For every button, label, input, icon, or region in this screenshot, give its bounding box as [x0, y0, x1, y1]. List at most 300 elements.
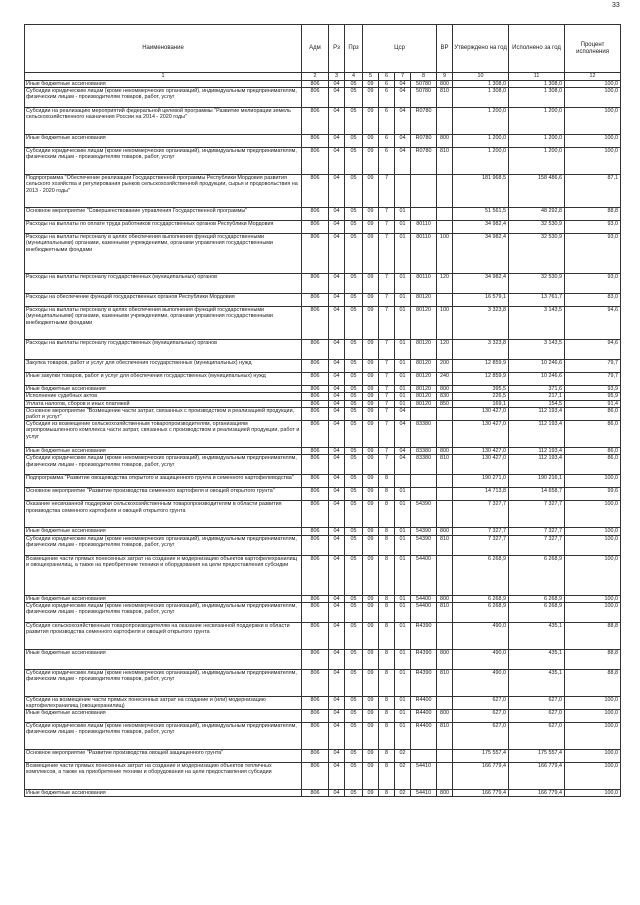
row-csr-subprogram: 6 — [379, 88, 395, 108]
row-vr — [437, 421, 453, 448]
row-csr-subprogram: 7 — [379, 208, 395, 221]
row-adm: 806 — [302, 393, 329, 400]
row-csr-code: 83380 — [411, 455, 437, 475]
row-csr-code: 80120 — [411, 294, 437, 307]
table-row — [25, 208, 621, 221]
row-csr-event: 01 — [395, 595, 411, 602]
row-rz: 04 — [329, 790, 345, 797]
row-pct: 93,9 — [565, 386, 621, 393]
row-done: 154,5 — [509, 400, 565, 407]
row-csr-event: 01 — [395, 307, 411, 340]
row-csr-program: 09 — [363, 455, 379, 475]
row-csr-subprogram: 7 — [379, 373, 395, 386]
row-pct: 100,0 — [565, 81, 621, 88]
table-row — [25, 555, 621, 595]
row-adm: 806 — [302, 421, 329, 448]
row-rz: 04 — [329, 407, 345, 420]
row-vr: 810 — [437, 535, 453, 555]
table-row — [25, 528, 621, 535]
row-prz: 05 — [345, 400, 363, 407]
row-adm: 806 — [302, 528, 329, 535]
row-csr-subprogram: 8 — [379, 750, 395, 763]
row-csr-program: 09 — [363, 108, 379, 135]
row-rz: 04 — [329, 373, 345, 386]
row-csr-program: 09 — [363, 307, 379, 340]
row-done: 112 193,4 — [509, 421, 565, 448]
row-prz: 05 — [345, 622, 363, 649]
row-csr-subprogram: 8 — [379, 501, 395, 528]
row-csr-event: 01 — [395, 488, 411, 501]
row-name: Субсидии юридическим лицам (кроме некоммерческих организаций), индивидуальным предпринимателям, физическим лицам - производителям товаров, работ, услуг — [25, 602, 302, 622]
row-plan: 175 557,4 — [453, 750, 509, 763]
row-rz: 04 — [329, 723, 345, 750]
row-csr-code: R4400 — [411, 696, 437, 709]
row-vr: 120 — [437, 274, 453, 294]
row-rz: 04 — [329, 234, 345, 274]
row-vr: 240 — [437, 373, 453, 386]
row-name: Иные бюджетные ассигнования — [25, 81, 302, 88]
row-done: 627,0 — [509, 696, 565, 709]
header-csr: Цср — [363, 25, 437, 73]
row-prz: 05 — [345, 528, 363, 535]
table-row — [25, 669, 621, 696]
row-done: 10 246,6 — [509, 373, 565, 386]
row-csr-program: 09 — [363, 488, 379, 501]
row-csr-event: 01 — [395, 234, 411, 274]
table-row — [25, 622, 621, 649]
row-vr: 850 — [437, 400, 453, 407]
row-csr-program: 09 — [363, 373, 379, 386]
row-csr-code — [411, 208, 437, 221]
table-row — [25, 535, 621, 555]
row-vr: 800 — [437, 528, 453, 535]
row-prz: 05 — [345, 723, 363, 750]
row-pct: 100,0 — [565, 763, 621, 790]
row-adm: 806 — [302, 294, 329, 307]
row-plan: 490,0 — [453, 649, 509, 669]
row-csr-subprogram: 7 — [379, 393, 395, 400]
row-adm: 806 — [302, 88, 329, 108]
row-vr: 800 — [437, 81, 453, 88]
row-adm: 806 — [302, 135, 329, 148]
col-number: 11 — [509, 73, 565, 81]
row-csr-code: 80120 — [411, 386, 437, 393]
row-csr-program: 09 — [363, 221, 379, 234]
row-done: 3 143,5 — [509, 340, 565, 360]
row-csr-code: 54400 — [411, 595, 437, 602]
row-csr-program: 09 — [363, 393, 379, 400]
row-vr — [437, 488, 453, 501]
row-vr — [437, 208, 453, 221]
row-csr-event: 01 — [395, 501, 411, 528]
row-rz: 04 — [329, 340, 345, 360]
row-csr-program: 09 — [363, 421, 379, 448]
row-pct: 100,0 — [565, 555, 621, 595]
row-pct: 86,0 — [565, 448, 621, 455]
row-rz: 04 — [329, 208, 345, 221]
row-prz: 05 — [345, 448, 363, 455]
row-prz: 05 — [345, 602, 363, 622]
row-prz: 05 — [345, 649, 363, 669]
row-csr-event: 04 — [395, 148, 411, 175]
row-plan: 627,0 — [453, 710, 509, 723]
row-csr-code: R4390 — [411, 622, 437, 649]
row-csr-subprogram: 7 — [379, 360, 395, 373]
row-done: 435,1 — [509, 649, 565, 669]
row-prz: 05 — [345, 234, 363, 274]
row-rz: 04 — [329, 649, 345, 669]
table-row — [25, 135, 621, 148]
table-row — [25, 723, 621, 750]
row-name: Расходы на выплаты персоналу в целях обеспечения выполнения функций государственными (муниципальными) органами, казенными учреждениями, органами управления государственными внебюджетными фондами — [25, 234, 302, 274]
row-name: Возмещение части прямых понесенных затрат на создание и модернизацию объектов картофелехранилищ и овощехранилищ, а также на приобретение техники и оборудования на цели предоставления субсидии — [25, 555, 302, 595]
row-rz: 04 — [329, 501, 345, 528]
row-plan: 6 268,9 — [453, 602, 509, 622]
row-rz: 04 — [329, 221, 345, 234]
table-row — [25, 750, 621, 763]
row-csr-subprogram: 8 — [379, 669, 395, 696]
row-pct: 86,0 — [565, 407, 621, 420]
row-csr-event: 01 — [395, 528, 411, 535]
row-prz: 05 — [345, 763, 363, 790]
row-done: 112 193,4 — [509, 407, 565, 420]
row-done: 48 292,8 — [509, 208, 565, 221]
row-csr-event — [395, 175, 411, 208]
row-csr-event: 01 — [395, 622, 411, 649]
row-name: Оказание несвязанной поддержки сельскохозяйственным товаропроизводителям в области развития производства семенного картофеля и овощей открытого грунта — [25, 501, 302, 528]
row-name: Иные бюджетные ассигнования — [25, 710, 302, 723]
row-rz: 04 — [329, 622, 345, 649]
row-rz: 04 — [329, 386, 345, 393]
row-csr-subprogram: 7 — [379, 274, 395, 294]
row-plan: 1 200,0 — [453, 148, 509, 175]
row-name: Расходы на выплаты персоналу в целях обеспечения выполнения функций государственными (муниципальными) органами, казенными учреждениями, органами управления государственными внебюджетными фондами — [25, 307, 302, 340]
row-done: 435,1 — [509, 669, 565, 696]
row-pct: 100,0 — [565, 602, 621, 622]
row-done: 6 268,9 — [509, 555, 565, 595]
row-pct: 93,0 — [565, 221, 621, 234]
row-csr-event: 02 — [395, 790, 411, 797]
row-pct: 100,0 — [565, 696, 621, 709]
row-vr — [437, 407, 453, 420]
row-csr-subprogram: 8 — [379, 528, 395, 535]
row-csr-subprogram: 6 — [379, 108, 395, 135]
row-csr-program: 09 — [363, 274, 379, 294]
table-row — [25, 81, 621, 88]
row-csr-subprogram: 6 — [379, 148, 395, 175]
row-name: Иные закупки товаров, работ и услуг для обеспечения государственных (муниципальных) нужд — [25, 373, 302, 386]
row-plan: 190 271,0 — [453, 475, 509, 488]
row-adm: 806 — [302, 148, 329, 175]
row-name: Подпрограмма "Обеспечение реализации Государственной программы Республики Мордовия развития сельского хозяйства и регулирования рынков сельскохозяйственной продукции, сырья и продовольствия на 2013 - 2020 годы" — [25, 175, 302, 208]
row-name: Основное мероприятие "Развитие производства овощей защищенного грунта" — [25, 750, 302, 763]
row-csr-program: 09 — [363, 602, 379, 622]
row-adm: 806 — [302, 535, 329, 555]
row-prz: 05 — [345, 455, 363, 475]
row-csr-program: 09 — [363, 88, 379, 108]
row-prz: 05 — [345, 294, 363, 307]
row-csr-code: 54410 — [411, 790, 437, 797]
row-csr-subprogram: 7 — [379, 234, 395, 274]
row-csr-subprogram: 7 — [379, 294, 395, 307]
row-name: Субсидии юридическим лицам (кроме некоммерческих организаций), индивидуальным предпринимателям, физическим лицам - производителям товаров, работ, услуг — [25, 723, 302, 750]
row-csr-event: 01 — [395, 393, 411, 400]
row-rz: 04 — [329, 421, 345, 448]
table-row — [25, 649, 621, 669]
row-csr-code: 80120 — [411, 393, 437, 400]
row-adm: 806 — [302, 649, 329, 669]
row-vr: 810 — [437, 455, 453, 475]
row-adm: 806 — [302, 696, 329, 709]
row-plan: 3 323,8 — [453, 307, 509, 340]
row-done: 10 246,6 — [509, 360, 565, 373]
row-adm: 806 — [302, 407, 329, 420]
row-pct: 88,8 — [565, 622, 621, 649]
row-name: Расходы на выплаты персоналу государственных (муниципальных) органов — [25, 274, 302, 294]
col-number: 7 — [395, 73, 411, 81]
row-csr-subprogram: 8 — [379, 763, 395, 790]
row-name: Субсидии юридическим лицам (кроме некоммерческих организаций), индивидуальным предпринимателям, физическим лицам - производителям товаров, работ, услуг — [25, 88, 302, 108]
row-csr-program: 09 — [363, 595, 379, 602]
row-name: Субсидии на реализацию мероприятий федеральной целевой программы "Развитие мелиорации земель сельскохозяйственного назначения России на 2014 - 2020 годы" — [25, 108, 302, 135]
row-csr-code: R4390 — [411, 669, 437, 696]
table-row — [25, 501, 621, 528]
header-pct: Процент исполнения — [565, 25, 621, 73]
row-prz: 05 — [345, 407, 363, 420]
row-adm: 806 — [302, 555, 329, 595]
row-adm: 806 — [302, 595, 329, 602]
col-number: 3 — [329, 73, 345, 81]
row-csr-code: 80120 — [411, 400, 437, 407]
col-number: 2 — [302, 73, 329, 81]
table-row — [25, 234, 621, 274]
row-rz: 04 — [329, 763, 345, 790]
row-csr-event: 01 — [395, 555, 411, 595]
row-csr-event: 01 — [395, 710, 411, 723]
row-rz: 04 — [329, 294, 345, 307]
row-adm: 806 — [302, 307, 329, 340]
row-prz: 05 — [345, 148, 363, 175]
row-vr: 800 — [437, 448, 453, 455]
row-name: Субсидии юридическим лицам (кроме некоммерческих организаций), индивидуальным предпринимателям, физическим лицам - производителям товаров, работ, услуг — [25, 455, 302, 475]
col-number: 10 — [453, 73, 509, 81]
table-row — [25, 175, 621, 208]
row-prz: 05 — [345, 373, 363, 386]
row-csr-program: 09 — [363, 386, 379, 393]
row-plan: 12 859,9 — [453, 373, 509, 386]
table-row — [25, 294, 621, 307]
row-csr-event: 04 — [395, 108, 411, 135]
table-row — [25, 710, 621, 723]
row-plan: 34 982,4 — [453, 221, 509, 234]
row-csr-code: 54390 — [411, 528, 437, 535]
row-name: Субсидия сельскохозяйственным товаропроизводителям на оказание несвязанной поддержки в области развития производства семенного картофеля и овощей открытого грунта — [25, 622, 302, 649]
header-row — [25, 25, 621, 73]
row-prz: 05 — [345, 555, 363, 595]
col-number: 6 — [379, 73, 395, 81]
row-rz: 04 — [329, 135, 345, 148]
row-pct: 100,0 — [565, 148, 621, 175]
row-prz: 05 — [345, 175, 363, 208]
row-pct: 79,7 — [565, 373, 621, 386]
row-csr-code: 80110 — [411, 274, 437, 294]
row-csr-event: 02 — [395, 763, 411, 790]
row-plan: 12 859,9 — [453, 360, 509, 373]
table-row — [25, 488, 621, 501]
row-prz: 05 — [345, 790, 363, 797]
row-adm: 806 — [302, 448, 329, 455]
row-rz: 04 — [329, 360, 345, 373]
row-rz: 04 — [329, 475, 345, 488]
row-csr-program: 09 — [363, 448, 379, 455]
row-csr-program: 09 — [363, 407, 379, 420]
row-pct: 100,0 — [565, 528, 621, 535]
row-adm: 806 — [302, 373, 329, 386]
row-csr-program: 09 — [363, 669, 379, 696]
row-prz: 05 — [345, 488, 363, 501]
row-done: 32 530,9 — [509, 274, 565, 294]
row-csr-event: 01 — [395, 649, 411, 669]
col-number: 4 — [345, 73, 363, 81]
header-prz: Прз — [345, 25, 363, 73]
row-adm: 806 — [302, 340, 329, 360]
row-pct: 100,0 — [565, 475, 621, 488]
row-prz: 05 — [345, 88, 363, 108]
row-name: Возмещение части прямых понесенных затрат на создание и модернизацию объектов тепличных комплексов, а также на приобретение техники и оборудования на цели предоставления субсидии — [25, 763, 302, 790]
row-csr-event: 01 — [395, 602, 411, 622]
table-row — [25, 88, 621, 108]
col-number: 12 — [565, 73, 621, 81]
row-vr: 810 — [437, 148, 453, 175]
row-plan: 14 713,8 — [453, 488, 509, 501]
row-pct: 91,4 — [565, 400, 621, 407]
row-done: 435,1 — [509, 622, 565, 649]
row-prz: 05 — [345, 307, 363, 340]
row-name: Расходы на выплаты персоналу государственных (муниципальных) органов — [25, 340, 302, 360]
row-name: Субсидии на возмещение части прямых понесенных затрат на создание и (или) модернизацию картофелехранилищ (овощехранилищ) — [25, 696, 302, 709]
row-pct: 88,8 — [565, 669, 621, 696]
row-prz: 05 — [345, 750, 363, 763]
row-name: Субсидии юридическим лицам (кроме некоммерческих организаций), индивидуальным предпринимателям, физическим лицам - производителям товаров, работ, услуг — [25, 669, 302, 696]
row-pct: 95,9 — [565, 393, 621, 400]
row-done: 627,0 — [509, 710, 565, 723]
row-done: 1 308,0 — [509, 88, 565, 108]
row-csr-code: R0780 — [411, 135, 437, 148]
row-vr: 800 — [437, 386, 453, 393]
row-vr — [437, 108, 453, 135]
row-csr-event: 01 — [395, 340, 411, 360]
row-pct: 88,8 — [565, 208, 621, 221]
row-csr-subprogram: 6 — [379, 135, 395, 148]
row-done: 627,0 — [509, 723, 565, 750]
row-done: 175 557,4 — [509, 750, 565, 763]
row-adm: 806 — [302, 360, 329, 373]
row-vr — [437, 175, 453, 208]
row-vr — [437, 475, 453, 488]
row-pct: 93,0 — [565, 234, 621, 274]
row-csr-event: 01 — [395, 221, 411, 234]
row-vr: 100 — [437, 234, 453, 274]
row-pct: 100,0 — [565, 135, 621, 148]
row-pct: 100,0 — [565, 790, 621, 797]
table-row — [25, 790, 621, 797]
row-plan: 1 308,0 — [453, 88, 509, 108]
table-row — [25, 448, 621, 455]
row-done: 1 308,0 — [509, 81, 565, 88]
row-pct: 94,6 — [565, 340, 621, 360]
row-csr-event: 04 — [395, 421, 411, 448]
row-csr-event: 04 — [395, 448, 411, 455]
row-plan: 627,0 — [453, 723, 509, 750]
row-csr-event: 01 — [395, 386, 411, 393]
row-csr-code: 50780 — [411, 88, 437, 108]
table-row — [25, 373, 621, 386]
row-rz: 04 — [329, 307, 345, 340]
row-csr-program: 09 — [363, 81, 379, 88]
row-vr: 800 — [437, 649, 453, 669]
row-csr-subprogram: 8 — [379, 488, 395, 501]
row-vr — [437, 622, 453, 649]
row-vr: 120 — [437, 340, 453, 360]
row-name: Иные бюджетные ассигнования — [25, 386, 302, 393]
table-row — [25, 221, 621, 234]
row-csr-program: 09 — [363, 501, 379, 528]
row-name: Исполнение судебных актов — [25, 393, 302, 400]
row-adm: 806 — [302, 750, 329, 763]
row-name: Подпрограмма "Развитие овощеводства открытого и защищенного грунта и семенного картофелеводства" — [25, 475, 302, 488]
row-csr-code: 80110 — [411, 221, 437, 234]
row-pct: 86,0 — [565, 455, 621, 475]
row-prz: 05 — [345, 393, 363, 400]
table-row — [25, 386, 621, 393]
row-vr — [437, 221, 453, 234]
row-adm: 806 — [302, 208, 329, 221]
row-rz: 04 — [329, 669, 345, 696]
table-row — [25, 602, 621, 622]
row-pct: 100,0 — [565, 595, 621, 602]
row-csr-code: 54400 — [411, 555, 437, 595]
row-adm: 806 — [302, 455, 329, 475]
row-rz: 04 — [329, 710, 345, 723]
row-prz: 05 — [345, 340, 363, 360]
row-pct: 100,0 — [565, 501, 621, 528]
row-csr-code: 54390 — [411, 535, 437, 555]
row-done: 14 658,7 — [509, 488, 565, 501]
row-vr — [437, 555, 453, 595]
row-adm: 806 — [302, 488, 329, 501]
col-number: 8 — [411, 73, 437, 81]
row-csr-program: 09 — [363, 208, 379, 221]
row-csr-program: 09 — [363, 400, 379, 407]
row-vr: 200 — [437, 360, 453, 373]
row-rz: 04 — [329, 455, 345, 475]
row-prz: 05 — [345, 421, 363, 448]
table-row — [25, 307, 621, 340]
row-rz: 04 — [329, 595, 345, 602]
row-csr-program: 09 — [363, 696, 379, 709]
row-prz: 05 — [345, 360, 363, 373]
row-csr-event: 01 — [395, 208, 411, 221]
row-name: Основное мероприятие "Возмещение части затрат, связанных с производством и реализацией продукции, работ и услуг" — [25, 407, 302, 420]
row-done: 190 216,1 — [509, 475, 565, 488]
row-csr-event: 04 — [395, 407, 411, 420]
row-vr: 810 — [437, 723, 453, 750]
row-done: 32 530,9 — [509, 221, 565, 234]
row-csr-code: R0780 — [411, 148, 437, 175]
row-csr-subprogram: 8 — [379, 622, 395, 649]
row-csr-code: R0780 — [411, 108, 437, 135]
row-csr-code: 54400 — [411, 602, 437, 622]
